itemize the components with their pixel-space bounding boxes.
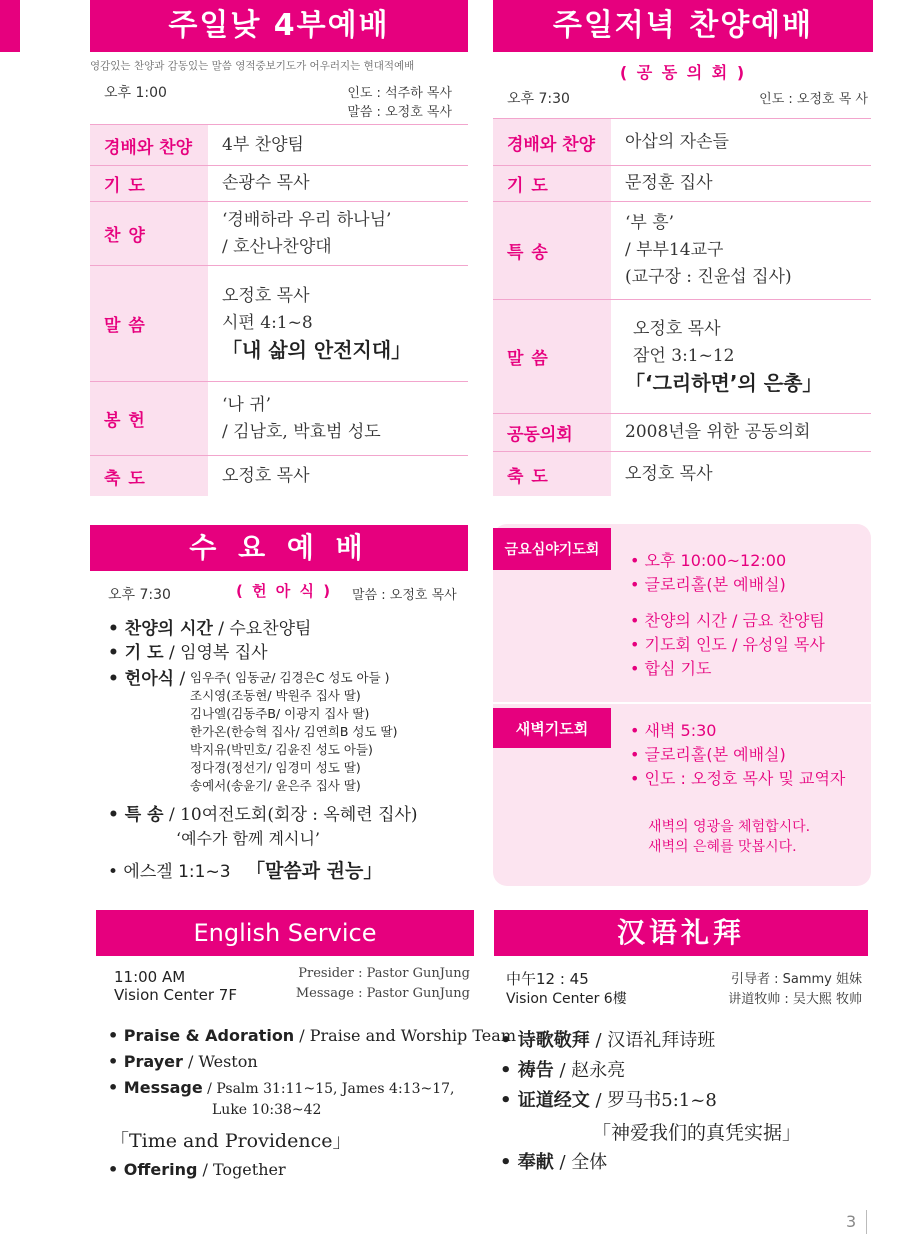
chinese-item: • 祷告 / 赵永亮 — [500, 1060, 626, 1081]
sunday-evening-title: 주일저녁 찬양예배 — [493, 0, 873, 52]
sermon-title: 「내 삶의 안전지대」 — [222, 338, 412, 362]
row-label: 기 도 — [90, 166, 208, 201]
wednesday-praise: • 찬양의 시간 / 수요찬양팀 — [108, 619, 312, 639]
chinese-item: • 诗歌敬拜 / 汉语礼拜诗班 — [500, 1030, 716, 1051]
wednesday-subtitle: ( 헌 아 식 ) — [236, 582, 333, 600]
sermon-title: 「‘그리하면’의 은총」 — [625, 371, 823, 395]
english-time: 11:00 AM — [114, 968, 186, 986]
sunday4-time: 오후 1:00 — [104, 85, 167, 101]
sunday4-preacher: 말씀 : 오정호 목사 — [347, 105, 452, 120]
english-offering: • Offering / Together — [108, 1160, 286, 1179]
page-edge-tab — [0, 0, 20, 52]
friday-item: • 합심 기도 — [630, 659, 712, 678]
row-label: 경배와 찬양 — [90, 125, 208, 165]
english-praise: • Praise & Adoration / Praise and Worship Team — [108, 1026, 516, 1045]
row-label: 말 씀 — [493, 300, 611, 413]
dedication-child: 송예서(송윤기/ 윤은주 집사 딸) — [190, 778, 361, 793]
row-label: 특 송 — [493, 202, 611, 299]
dawn-item: • 글로리홀(본 예배실) — [630, 745, 786, 764]
sunday-evening-leader: 인도 : 오정호 목 사 — [759, 92, 868, 107]
row-value: 잠언 3:1~12 — [633, 346, 735, 366]
english-prayer: • Prayer / Weston — [108, 1052, 258, 1071]
dawn-item: • 인도 : 오정호 목사 및 교역자 — [630, 769, 846, 788]
row-value: ‘부 흥’ — [625, 213, 675, 233]
dawn-note: 새벽의 영광을 체험합시다. — [648, 819, 811, 835]
sunday-evening-time: 오후 7:30 — [507, 91, 570, 107]
chinese-time: 中午12 : 45 — [506, 970, 589, 988]
friday-item: • 오후 10:00~12:00 — [630, 551, 787, 570]
chinese-place: Vision Center 6樓 — [506, 991, 627, 1007]
row-label: 축 도 — [90, 456, 208, 496]
sunday4-title: 주일낮 4부예배 — [90, 0, 468, 52]
row-label: 경배와 찬양 — [493, 119, 611, 165]
table-row — [90, 456, 468, 496]
english-service-title: English Service — [96, 910, 474, 956]
table-row — [493, 414, 871, 452]
wednesday-special-song-title: ‘예수가 함께 계시니’ — [176, 829, 320, 848]
row-value: ‘나 귀’ — [222, 394, 272, 415]
table-row — [493, 202, 871, 300]
row-value: 문정훈 집사 — [625, 173, 713, 193]
table-row — [493, 300, 871, 414]
row-label: 기 도 — [493, 166, 611, 201]
row-value: 2008년을 위한 공동의회 — [625, 422, 811, 442]
row-label: 공동의회 — [493, 414, 611, 451]
row-value: ‘경배하라 우리 하나님’ — [222, 209, 392, 230]
sunday4-description: 영감있는 찬양과 감동있는 말씀 영적중보기도가 어우러지는 현대적예배 — [90, 60, 415, 72]
chinese-leader: 引导者 : Sammy 姐妹 — [730, 972, 862, 987]
row-value: / 부부14교구 — [625, 240, 724, 260]
wednesday-title: 수 요 예 배 — [90, 525, 468, 571]
wednesday-dedication: • 헌아식 / — [108, 669, 186, 689]
panel-divider — [493, 702, 871, 704]
table-row — [493, 118, 871, 166]
row-value: 아삽의 자손들 — [625, 131, 729, 152]
wednesday-preacher: 말씀 : 오정호 목사 — [352, 588, 457, 603]
dedication-child: 김나엘(김동주B/ 이광지 집사 딸) — [190, 706, 370, 721]
wednesday-time: 오후 7:30 — [108, 587, 171, 603]
table-row — [90, 202, 468, 266]
table-row — [493, 166, 871, 202]
dedication-child: 박지유(박민호/ 김윤진 성도 아들) — [190, 742, 373, 757]
chinese-item: • 证道经文 / 罗马书5:1~8 — [500, 1090, 717, 1111]
row-value: 오정호 목사 — [222, 286, 310, 306]
page-number-rule — [866, 1210, 867, 1234]
row-value: 손광수 목사 — [222, 173, 310, 193]
chinese-offering: • 奉献 / 全体 — [500, 1152, 608, 1173]
english-sermon-title: 「Time and Providence」 — [110, 1130, 352, 1152]
sunday-evening-subtitle: ( 공 동 의 회 ) — [619, 63, 747, 82]
wednesday-sermon: • 에스겔 1:1~3 「말씀과 권능」 — [108, 860, 383, 882]
chinese-sermon-title: 「神爱我们的真凭实据」 — [592, 1122, 802, 1144]
page-number: 3 — [846, 1212, 857, 1231]
table-row — [90, 266, 468, 382]
table-row — [493, 452, 871, 496]
dedication-child: 조시영(조동현/ 박원주 집사 딸) — [190, 688, 361, 703]
english-message: • Message / Psalm 31:11~15, James 4:13~17, — [108, 1078, 455, 1097]
dedication-child: 정다경(정선기/ 임경미 성도 딸) — [190, 760, 361, 775]
dawn-item: • 새벽 5:30 — [630, 721, 717, 740]
english-message-cont: Luke 10:38~42 — [212, 1102, 322, 1118]
row-label: 축 도 — [493, 452, 611, 496]
friday-item: • 글로리홀(본 예배실) — [630, 575, 786, 594]
row-label: 말 씀 — [90, 266, 208, 381]
english-presider: Presider : Pastor GunJung — [298, 966, 470, 981]
english-place: Vision Center 7F — [114, 986, 237, 1004]
row-value: 오정호 목사 — [625, 463, 713, 484]
wednesday-special-song: • 특 송 / 10여전도회(회장 : 옥혜련 집사) — [108, 805, 418, 825]
table-row — [90, 166, 468, 202]
dedication-child: 임우주( 임동균/ 김경은C 성도 아들 ) — [190, 670, 390, 685]
row-value: 4부 찬양팀 — [222, 134, 304, 155]
row-value: (교구장 : 진윤섭 집사) — [625, 267, 792, 287]
dedication-child: 한가온(한승혁 집사/ 김연희B 성도 딸) — [190, 724, 398, 739]
row-value: / 김남호, 박효범 성도 — [222, 421, 381, 442]
dawn-note: 새벽의 은혜를 맛봅시다. — [648, 839, 797, 855]
row-value: 시편 4:1~8 — [222, 313, 313, 333]
row-value: / 호산나찬양대 — [222, 236, 332, 257]
row-value: 오정호 목사 — [222, 465, 310, 486]
chinese-preacher: 讲道牧帅 : 吴大熙 牧帅 — [728, 992, 862, 1007]
dawn-prayer-label: 새벽기도회 — [493, 708, 611, 748]
friday-item: • 기도회 인도 / 유성일 목사 — [630, 635, 825, 654]
friday-item: • 찬양의 시간 / 금요 찬양팀 — [630, 611, 825, 630]
chinese-service-title: 汉语礼拜 — [494, 910, 868, 956]
wednesday-prayer: • 기 도 / 임영복 집사 — [108, 643, 268, 663]
friday-prayer-label: 금요심야기도회 — [493, 528, 611, 570]
table-row — [90, 382, 468, 456]
row-value: 오정호 목사 — [633, 319, 721, 339]
sunday4-leader: 인도 : 석주하 목사 — [347, 86, 452, 101]
sunday4-order-table — [90, 124, 468, 496]
sunday-evening-order-table — [493, 118, 871, 496]
table-row — [90, 124, 468, 166]
row-label: 찬 양 — [90, 202, 208, 265]
row-label: 봉 헌 — [90, 382, 208, 455]
english-message-by: Message : Pastor GunJung — [295, 986, 470, 1001]
